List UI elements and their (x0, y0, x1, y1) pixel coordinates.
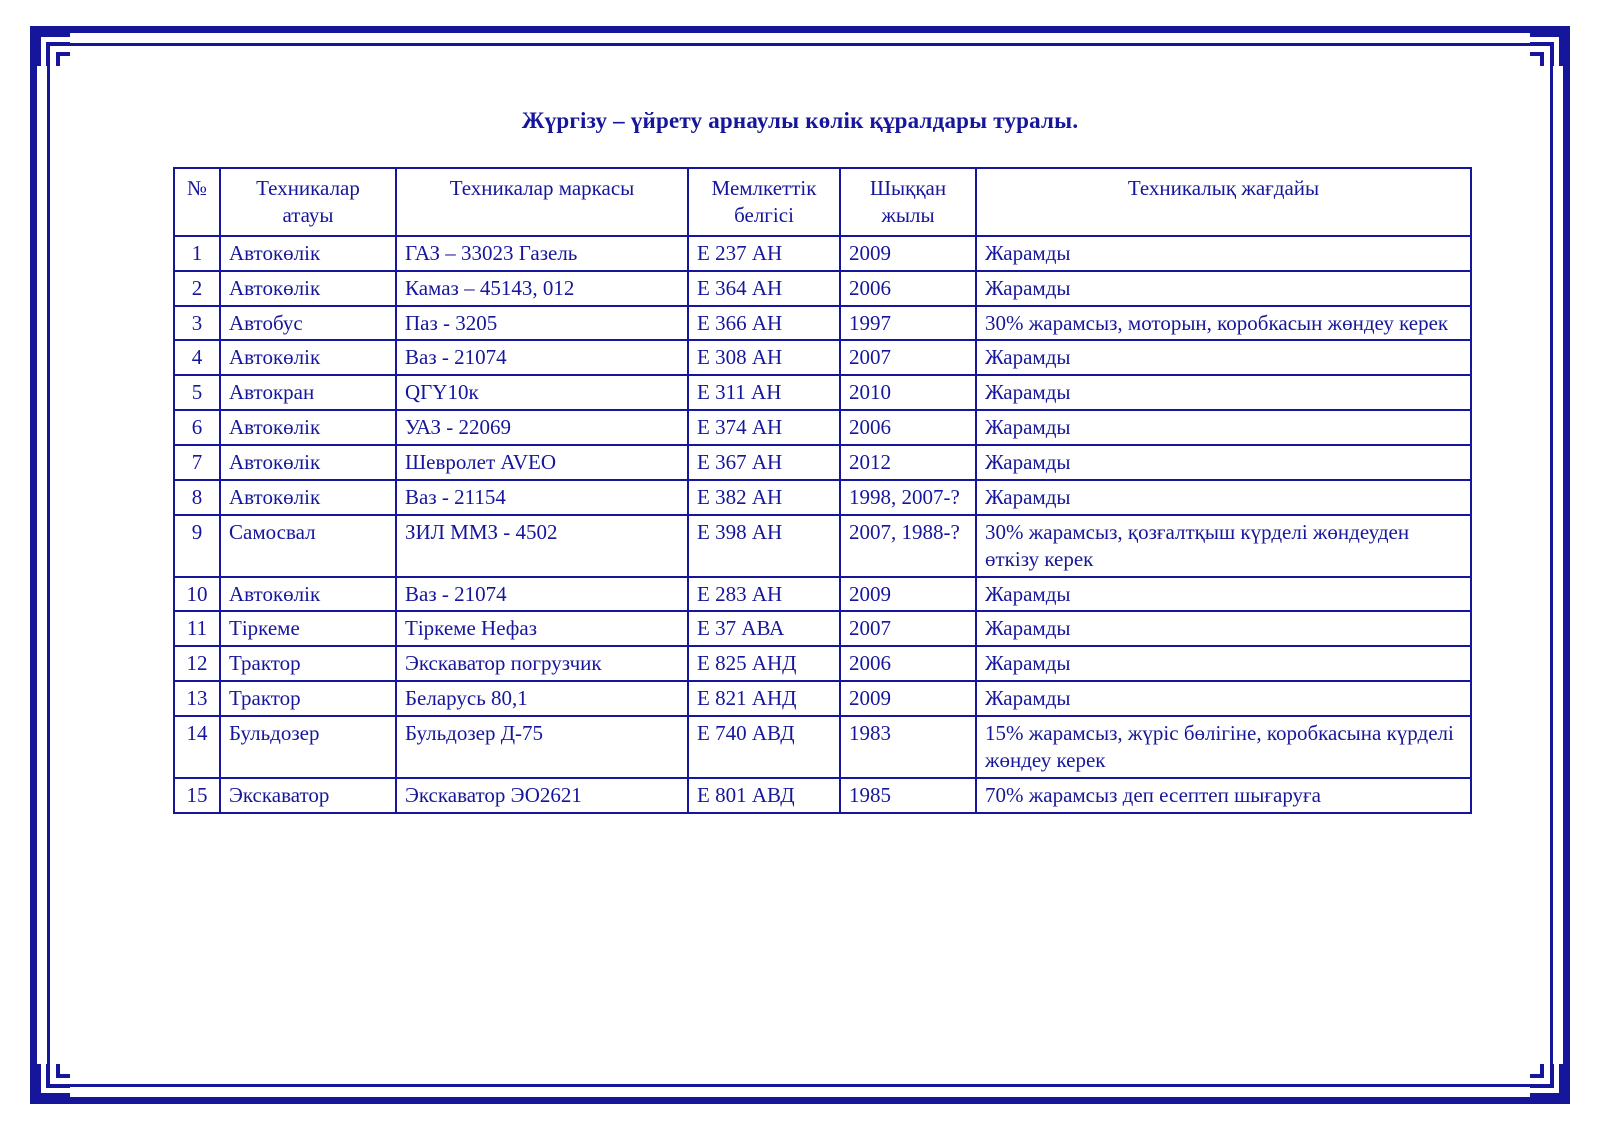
cell-brand: Камаз – 45143, 012 (396, 271, 688, 306)
cell-no: 11 (174, 611, 220, 646)
cell-plate: Е 821 АНД (688, 681, 840, 716)
cell-condition: 30% жарамсыз, қозғалтқыш күрделі жөндеуден өткізу керек (976, 515, 1471, 577)
cell-brand: Экскаватор погрузчик (396, 646, 688, 681)
cell-brand: Ваз - 21154 (396, 480, 688, 515)
cell-year: 2007 (840, 340, 976, 375)
cell-year: 1983 (840, 716, 976, 778)
cell-condition: 15% жарамсыз, жүріс бөлігіне, коробкасына күрделі жөндеу керек (976, 716, 1471, 778)
cell-plate: Е 367 АН (688, 445, 840, 480)
column-header-year: Шыққан жылы (840, 168, 976, 236)
cell-condition: Жарамды (976, 480, 1471, 515)
cell-brand: ЗИЛ ММЗ - 4502 (396, 515, 688, 577)
cell-plate: Е 237 АН (688, 236, 840, 271)
cell-year: 2010 (840, 375, 976, 410)
cell-name: Трактор (220, 681, 396, 716)
cell-year: 2009 (840, 577, 976, 612)
column-header-condition: Техникалық жағдайы (976, 168, 1471, 236)
cell-year: 2006 (840, 271, 976, 306)
cell-year: 1985 (840, 778, 976, 813)
table-row (174, 716, 1471, 778)
cell-plate: Е 801 АВД (688, 778, 840, 813)
cell-brand: Шевролет AVEO (396, 445, 688, 480)
cell-no: 4 (174, 340, 220, 375)
table-row (174, 646, 1471, 681)
cell-condition: Жарамды (976, 611, 1471, 646)
cell-name: Автокөлік (220, 340, 396, 375)
cell-name: Автокөлік (220, 577, 396, 612)
cell-no: 2 (174, 271, 220, 306)
column-header-brand: Техникалар маркасы (396, 168, 688, 236)
table-row (174, 611, 1471, 646)
cell-name: Трактор (220, 646, 396, 681)
cell-brand: Тіркеме Нефаз (396, 611, 688, 646)
column-header-plate: Мемлкеттік белгісі (688, 168, 840, 236)
cell-condition: Жарамды (976, 646, 1471, 681)
cell-plate: Е 283 АН (688, 577, 840, 612)
cell-year: 1997 (840, 306, 976, 341)
column-header-name: Техникалар атауы (220, 168, 396, 236)
cell-no: 13 (174, 681, 220, 716)
table-row (174, 515, 1471, 577)
cell-no: 7 (174, 445, 220, 480)
cell-plate: Е 398 АН (688, 515, 840, 577)
cell-plate: Е 311 АН (688, 375, 840, 410)
cell-no: 5 (174, 375, 220, 410)
cell-brand: Беларусь 80,1 (396, 681, 688, 716)
cell-plate: Е 382 АН (688, 480, 840, 515)
cell-no: 6 (174, 410, 220, 445)
cell-condition: Жарамды (976, 340, 1471, 375)
cell-condition: 30% жарамсыз, моторын, коробкасын жөндеу керек (976, 306, 1471, 341)
cell-no: 12 (174, 646, 220, 681)
cell-year: 2007, 1988-? (840, 515, 976, 577)
cell-brand: QГҮ10к (396, 375, 688, 410)
cell-plate: Е 308 АН (688, 340, 840, 375)
table-row (174, 577, 1471, 612)
table-row (174, 375, 1471, 410)
column-header-no: № (174, 168, 220, 236)
cell-no: 3 (174, 306, 220, 341)
vehicles-table (173, 167, 1472, 814)
cell-plate: Е 366 АН (688, 306, 840, 341)
cell-condition: Жарамды (976, 577, 1471, 612)
cell-brand: Бульдозер Д-75 (396, 716, 688, 778)
table-row (174, 480, 1471, 515)
cell-condition: Жарамды (976, 681, 1471, 716)
cell-name: Автокөлік (220, 410, 396, 445)
cell-brand: Паз - 3205 (396, 306, 688, 341)
cell-name: Автобус (220, 306, 396, 341)
cell-plate: Е 825 АНД (688, 646, 840, 681)
table-row (174, 410, 1471, 445)
cell-year: 2006 (840, 410, 976, 445)
table-row (174, 778, 1471, 813)
cell-condition: Жарамды (976, 445, 1471, 480)
cell-name: Автокөлік (220, 236, 396, 271)
cell-plate: Е 364 АН (688, 271, 840, 306)
table-row (174, 681, 1471, 716)
cell-name: Автокөлік (220, 480, 396, 515)
cell-name: Автокран (220, 375, 396, 410)
table-header-row (174, 168, 1471, 236)
table-row (174, 306, 1471, 341)
table-row (174, 445, 1471, 480)
cell-year: 2012 (840, 445, 976, 480)
cell-year: 2009 (840, 681, 976, 716)
page-title: Жүргізу – үйрету арнаулы көлік құралдары туралы. (521, 108, 1079, 133)
cell-no: 1 (174, 236, 220, 271)
cell-plate: Е 37 АВА (688, 611, 840, 646)
cell-no: 9 (174, 515, 220, 577)
cell-brand: ГАЗ – 33023 Газель (396, 236, 688, 271)
cell-brand: Ваз - 21074 (396, 340, 688, 375)
cell-brand: Экскаватор ЭО2621 (396, 778, 688, 813)
cell-plate: Е 740 АВД (688, 716, 840, 778)
cell-name: Автокөлік (220, 271, 396, 306)
cell-name: Автокөлік (220, 445, 396, 480)
cell-no: 8 (174, 480, 220, 515)
cell-brand: УАЗ - 22069 (396, 410, 688, 445)
cell-no: 15 (174, 778, 220, 813)
cell-no: 10 (174, 577, 220, 612)
cell-condition: Жарамды (976, 271, 1471, 306)
cell-brand: Ваз - 21074 (396, 577, 688, 612)
table-row (174, 236, 1471, 271)
cell-condition: Жарамды (976, 375, 1471, 410)
cell-name: Бульдозер (220, 716, 396, 778)
cell-year: 2006 (840, 646, 976, 681)
cell-name: Тіркеме (220, 611, 396, 646)
cell-plate: Е 374 АН (688, 410, 840, 445)
cell-year: 1998, 2007-? (840, 480, 976, 515)
cell-condition: Жарамды (976, 410, 1471, 445)
cell-condition: 70% жарамсыз деп есептеп шығаруға (976, 778, 1471, 813)
cell-condition: Жарамды (976, 236, 1471, 271)
cell-year: 2009 (840, 236, 976, 271)
cell-name: Экскаватор (220, 778, 396, 813)
table-row (174, 271, 1471, 306)
table-row (174, 340, 1471, 375)
cell-name: Самосвал (220, 515, 396, 577)
cell-year: 2007 (840, 611, 976, 646)
cell-no: 14 (174, 716, 220, 778)
